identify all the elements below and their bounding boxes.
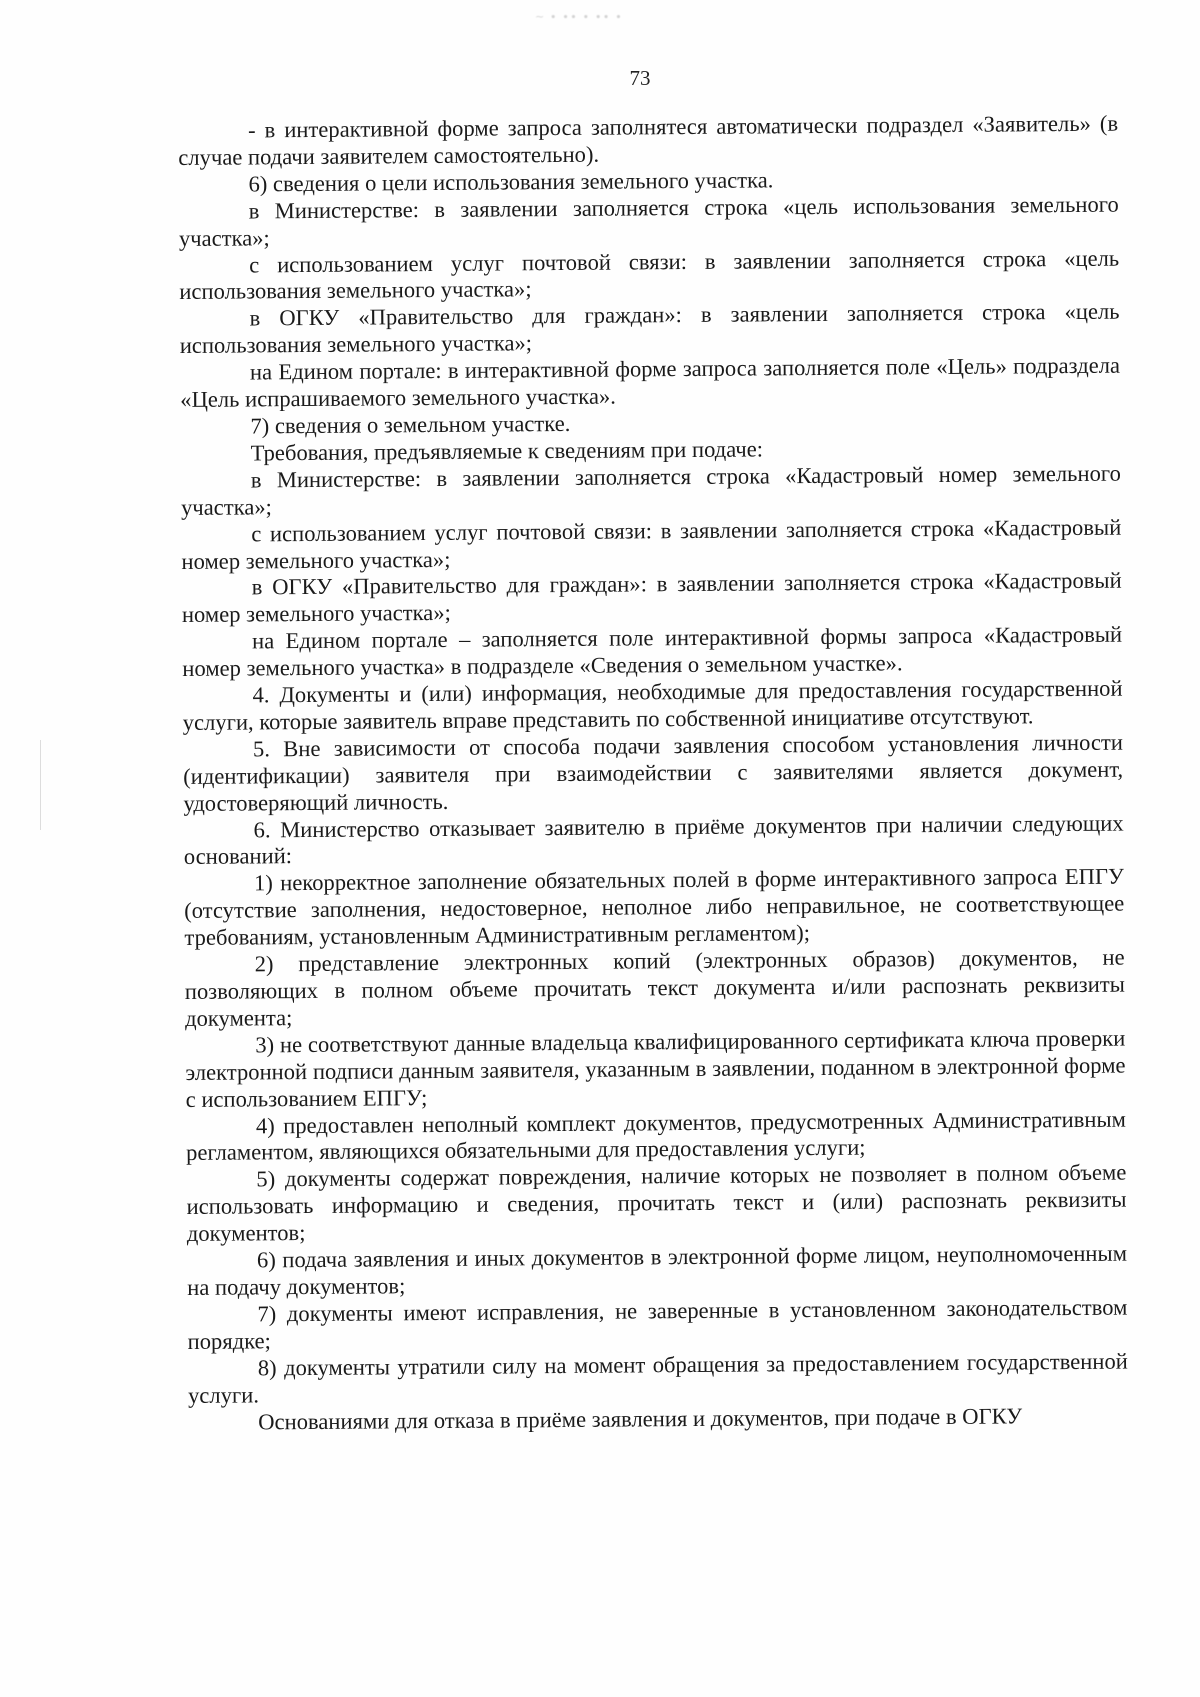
- document-body: [178, 111, 1128, 1437]
- paragraph: - в интерактивной форме запроса заполнятеся автоматически подраздел «Заявитель» (в случае подачи заявителем самостоятельно).: [178, 110, 1119, 170]
- paragraph: 5) документы содержат повреждения, наличие которых не позволяет в полном объеме использовать информацию и сведения, прочитать текст и (или) распознать реквизиты документов;: [186, 1159, 1127, 1247]
- paragraph: 4. Документы и (или) информация, необходимые для предоставления государственной услуги, которые заявитель вправе представить по собственной инициативе отсутствуют.: [182, 675, 1123, 735]
- paragraph: на Едином портале – заполняется поле интерактивной формы запроса «Кадастровый номер земельного участка» в подразделе «Сведения о земельном участке».: [182, 621, 1123, 682]
- paragraph: в ОГКУ «Правительство для граждан»: в заявлении заполняется строка «Кадастровый номер земельного участка»;: [181, 568, 1122, 628]
- paragraph: 8) документы утратили силу на момент обращения за предоставлением государственной услуги.: [187, 1348, 1128, 1408]
- paragraph: 6) подача заявления и иных документов в электронной форме лицом, неуполномоченным на подачу документов;: [187, 1240, 1128, 1300]
- paragraph: на Едином портале: в интерактивной форме запроса заполняется поле «Цель» подраздела «Цель испрашиваемого земельного участка».: [180, 352, 1121, 413]
- paragraph: 1) некорректное заполнение обязательных полей в форме интерактивного запроса ЕПГУ (отсутствие заполнения, недостоверное, неполное либо неправильное, не соответствующее требованиям, установленным Административным регламентом);: [184, 863, 1125, 951]
- paragraph: 6) сведения о цели использования земельного участка.: [248, 167, 774, 197]
- paragraph: 4) предоставлен неполный комплект документов, предусмотренных Административным регламентом, являющихся обязательными для предоставления услуги;: [186, 1106, 1126, 1166]
- paragraph: в ОГКУ «Правительство для граждан»: в заявлении заполняется строка «цель использования земельного участка»;: [179, 298, 1120, 359]
- paragraph: Требования, предъявляемые к сведениям при подаче:: [250, 436, 764, 466]
- page-number: 73: [629, 66, 651, 90]
- paragraph: в Министерстве: в заявлении заполняется строка «Кадастровый номер земельного участка»;: [180, 460, 1121, 520]
- paragraph: с использованием услуг почтовой связи: в заявлении заполняется строка «цель использования земельного участка»;: [179, 245, 1120, 305]
- paragraph: 2) представление электронных копий (электронных образов) документов, не позволяющих в полном объеме прочитать текст документа и/или распознать реквизиты документа;: [184, 944, 1125, 1031]
- paragraph: 6. Министерство отказывает заявителю в приёме документов при наличии следующих оснований:: [183, 810, 1124, 870]
- paragraph: 7) сведения о земельном участке.: [250, 410, 571, 439]
- paragraph: 5. Вне зависимости от способа подачи заявления способом установления личности (идентификации) заявителя при взаимодействии с заявителями является документ, удостоверяющий личность.: [183, 729, 1124, 816]
- paragraph: Основаниями для отказа в приёме заявления и документов, при подаче в ОГКУ: [258, 1402, 1023, 1434]
- paragraph: в Министерстве: в заявлении заполняется строка «цель использования земельного участка»;: [178, 191, 1119, 251]
- paragraph: 7) документы имеют исправления, не заверенные в установленном законодательством порядке;: [187, 1294, 1128, 1354]
- margin-mark: [40, 740, 41, 830]
- faint-stamp-mark: ~ ∙ ∙∙ ∙ ∙∙ ∙: [535, 10, 623, 23]
- paragraph: 3) не соответствуют данные владельца квалифицированного сертификата ключа проверки электронной подписи данным заявителя, указанным в заявлении, поданном в электронной форме с использованием ЕПГУ;: [185, 1025, 1126, 1112]
- paragraph: с использованием услуг почтовой связи: в заявлении заполняется строка «Кадастровый номер земельного участка»;: [181, 514, 1122, 574]
